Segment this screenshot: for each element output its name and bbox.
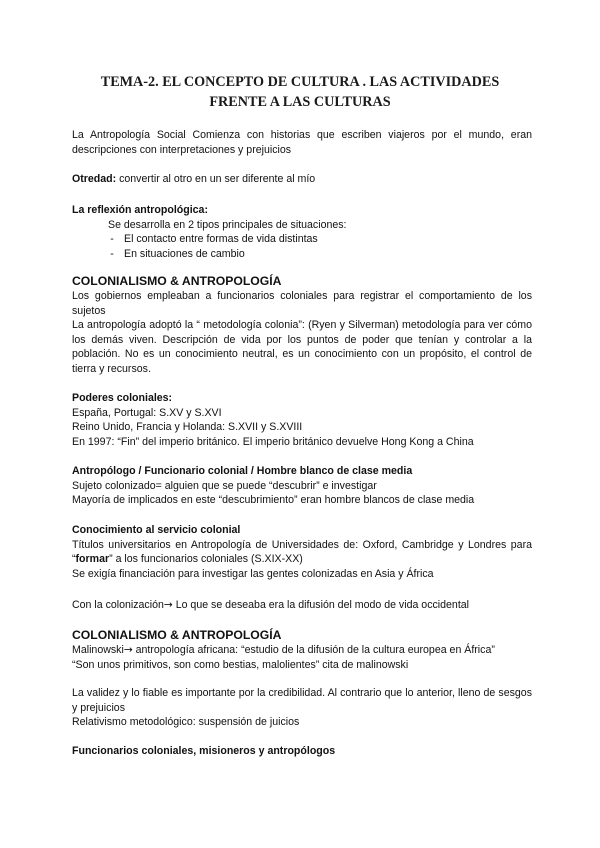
poderes-line: En 1997: “Fin” del imperio británico. El imperio británico devuelve Hong Kong a China [72,435,474,448]
document-title [60,72,540,112]
reflexion-section [72,203,532,261]
relativismo-line: Relativismo metodológico: suspensión de juicios [72,716,300,728]
section-heading: COLONIALISMO & ANTROPOLOGÍA [72,274,282,288]
section-heading: COLONIALISMO & ANTROPOLOGÍA [72,628,282,642]
section1-para1: Los gobiernos empleaban a funcionarios coloniales para registrar el comportamiento de los sujetos [72,290,532,317]
poderes-line: España, Portugal: S.XV y S.XVI [72,406,222,419]
conocimiento-section [72,523,532,581]
funcionarios-heading: Funcionarios coloniales, misioneros y antropólogos [72,745,336,757]
otredad-term: Otredad: [72,173,117,185]
poderes-section [72,391,532,449]
title-line-2: FRENTE A LAS CULTURAS [209,94,391,110]
section1-para2: La antropología adoptó la “ metodología colonia”: (Ryen y Silverman) metodología para ver cómo los demás viven. Descripción de vida por los puntos de poder que tenían y controlar a la población. No es un conocimiento neutral, es un conocimiento con un propósito, el control de tierra y recursos. [72,319,532,375]
validez-section [72,686,532,730]
formar-bold: formar [75,553,110,565]
title-line-1: TEMA-2. EL CONCEPTO DE CULTURA . LAS ACTIVIDADES [100,74,500,90]
section-colonialismo-2 [72,627,532,672]
malinowski-quote: “Son unos primitivos, son como bestias, malolientes” cita de malinowski [72,658,409,671]
arrow-icon: → [163,599,173,611]
otredad-paragraph [72,172,532,187]
section-colonialismo-1 [72,273,532,376]
list-item: - El contacto entre formas de vida distintas [110,233,318,245]
arrow-icon: → [123,644,133,656]
validez-paragraph: La validez y lo fiable es importante por la credibilidad. Al contrario que lo anterior, lleno de sesgos y prejuicios [72,687,532,714]
poderes-heading: Poderes coloniales: [72,392,173,404]
antropologo-line: Mayoría de implicados en este “descubrimiento” eran hombre blancos de clase media [72,494,475,506]
poderes-line: Reino Unido, Francia y Holanda: S.XVII y S.XVIII [72,421,303,433]
conocimiento-paragraph: Títulos universitarios en Antropología de Universidades de: Oxford, Cambridge y Londres para “formar” a los funcionarios coloniales (S.XIX-XX) [72,538,532,565]
intro-paragraph: La Antropología Social Comienza con historias que escriben viajeros por el mundo, eran descripciones con interpretaciones y prejuicios [72,129,532,156]
reflexion-intro: Se desarrolla en 2 tipos principales de situaciones: [108,218,347,231]
antropologo-line: Sujeto colonizado= alguien que se puede “descubrir” e investigar [72,479,377,492]
otredad-definition: convertir al otro en un ser diferente al mío [116,173,316,185]
antropologo-section [72,464,532,508]
conocimiento-line: Se exigía financiación para investigar las gentes colonizadas en Asia y África [72,567,434,580]
reflexion-heading: La reflexión antropológica: [72,204,208,216]
colonizacion-line: Con la colonización→ Lo que se deseaba era la difusión del modo de vida occidental [72,599,470,611]
list-item: - En situaciones de cambio [110,247,245,260]
conocimiento-heading: Conocimiento al servicio colonial [72,524,241,536]
antropologo-heading: Antropólogo / Funcionario colonial / Hombre blanco de clase media [72,465,413,477]
malinowski-line: Malinowski→ antropología africana: “estudio de la difusión de la cultura europea en África” [72,644,495,656]
